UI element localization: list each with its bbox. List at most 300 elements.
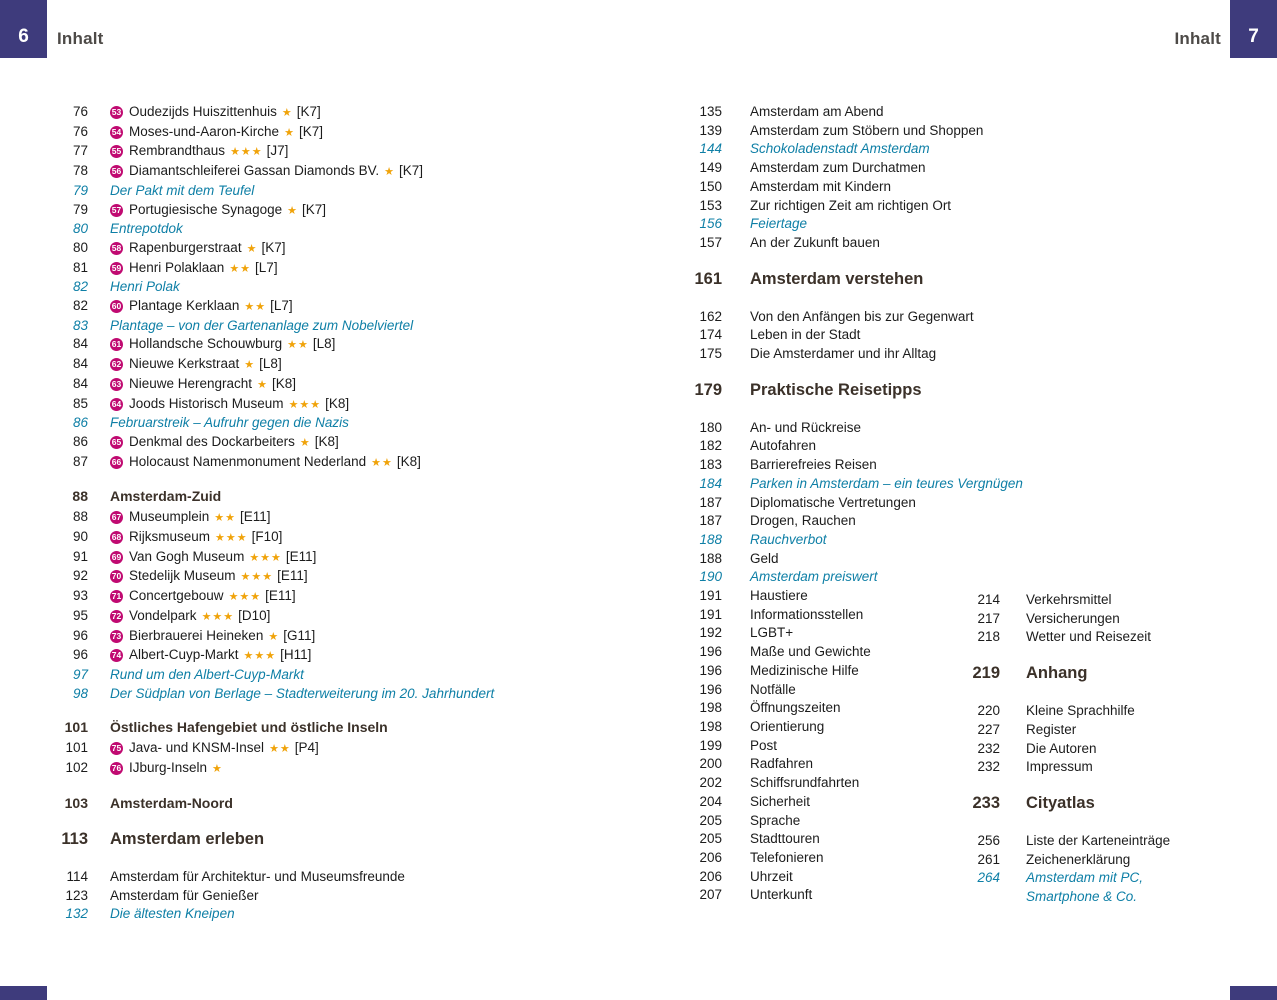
entry-title: Plantage Kerklaan [129, 298, 240, 314]
entry-page-number: 96 [72, 627, 88, 643]
entry-page-number: 88 [72, 488, 88, 505]
entry-page-number: 76 [72, 123, 88, 139]
entry-line [750, 179, 891, 194]
entry-title-wrap [88, 793, 648, 813]
entry-title-wrap [88, 182, 648, 201]
entry-page-number: 192 [699, 625, 722, 641]
map-grid-reference: [D10] [238, 607, 271, 623]
rating-stars: ★★ [244, 301, 267, 314]
entry-line [750, 756, 813, 771]
entry-title-wrap [722, 103, 1036, 122]
entry-page-number: 261 [977, 851, 1000, 867]
rating-stars: ★ [287, 204, 298, 217]
entry-line [750, 588, 808, 603]
entry-page-number: 205 [699, 812, 722, 828]
numbered-sight-badge: 53 [111, 107, 122, 117]
map-grid-reference: [K7] [301, 201, 326, 217]
toc-entry [676, 234, 1036, 253]
entry-title-wrap [88, 103, 648, 123]
entry-title: Medizinische Hilfe [750, 662, 859, 678]
entry-title-wrap [722, 140, 1036, 159]
entry-page-number: 202 [699, 775, 722, 791]
entry-title: Die Amsterdamer und ihr Alltag [750, 346, 937, 362]
entry-title: Moses-und-Aaron-Kirche [129, 123, 280, 139]
toc-entry [58, 627, 648, 647]
entry-page-number: 196 [699, 644, 722, 660]
toc-entry [58, 142, 648, 162]
rating-stars: ★ [212, 763, 223, 776]
rating-stars: ★★★ [215, 532, 248, 545]
entry-title-wrap [88, 278, 648, 297]
entry-title-wrap [88, 335, 648, 355]
entry-page-number: 183 [699, 457, 722, 473]
entry-title: Öffnungszeiten [750, 700, 841, 716]
toc-feature-entry [58, 666, 648, 685]
map-grid-reference: [K8] [314, 433, 339, 449]
entry-line [110, 795, 233, 811]
entry-page-number: 187 [699, 513, 722, 529]
entry-line [110, 869, 405, 884]
entry-title: Anhang [1026, 664, 1088, 683]
entry-title-wrap [1000, 721, 1262, 740]
entry-title-wrap [88, 666, 648, 685]
toc-entry [676, 122, 1036, 141]
map-grid-reference: [F10] [251, 529, 283, 545]
toc-entry [676, 159, 1036, 178]
entry-line [750, 719, 824, 734]
numbered-sight-badge: 68 [111, 532, 122, 543]
entry-line [110, 509, 271, 524]
entry-page-number: 87 [72, 453, 88, 469]
toc-entry [676, 103, 1036, 122]
toc-feature-entry [952, 869, 1262, 906]
entry-page-number: 97 [72, 666, 88, 682]
toc-entry [676, 512, 1036, 531]
entry-line [110, 588, 296, 603]
entry-line [110, 667, 304, 682]
entry-page-number: 83 [72, 317, 88, 333]
toc-entry [58, 259, 648, 279]
entry-line [110, 260, 278, 275]
entry-line [750, 887, 812, 902]
entry-title-wrap [1000, 740, 1262, 759]
entry-line [110, 760, 223, 775]
toc-entry [952, 721, 1262, 740]
numbered-sight-badge: 56 [111, 166, 122, 177]
rating-stars: ★★★ [243, 650, 277, 663]
entry-page-number: 207 [699, 887, 722, 903]
entry-page-number: 103 [64, 794, 88, 811]
entry-title: Diplomatische Vertretungen [750, 494, 916, 510]
entry-line [750, 831, 820, 846]
toc-feature-entry [58, 414, 648, 433]
entry-title: Nieuwe Herengracht [129, 375, 253, 391]
toc-entry [58, 528, 648, 548]
entry-title: Stadttouren [750, 831, 820, 847]
rating-stars: ★★★ [288, 398, 322, 411]
entry-title-wrap [88, 395, 648, 415]
entry-title: Hollandsche Schouwburg [129, 336, 283, 352]
entry-line [1026, 870, 1143, 885]
toc-feature-entry [58, 905, 648, 924]
entry-page-number: 139 [699, 122, 722, 138]
entry-title-wrap [88, 414, 648, 433]
toc-entry [58, 201, 648, 221]
entry-title: Amsterdam erleben [110, 829, 265, 848]
map-grid-reference: [G11] [283, 627, 316, 643]
entry-title-wrap [722, 568, 1036, 587]
page-tab-bottom-right [1230, 986, 1277, 1000]
toc-entry [58, 739, 648, 759]
entry-title: Plantage – von der Gartenanlage zum Nobelviertel [110, 317, 414, 333]
entry-line [750, 309, 974, 324]
entry-page-number: 81 [72, 259, 88, 275]
numbered-sight-badge: 55 [111, 146, 122, 157]
entry-line [750, 123, 983, 138]
entry-page-number: 205 [699, 831, 722, 847]
entry-page-number: 84 [72, 356, 88, 372]
entry-page-number: 218 [977, 629, 1000, 645]
entry-title-wrap [722, 512, 1036, 531]
toc-entry [952, 628, 1262, 647]
entry-page-number: 196 [699, 681, 722, 697]
entry-title: Kleine Sprachhilfe [1026, 703, 1135, 719]
entry-page-number: 92 [72, 568, 88, 584]
entry-line [110, 279, 180, 294]
entry-page-number: 82 [72, 279, 88, 295]
numbered-sight-badge: 65 [111, 436, 122, 447]
entry-title-wrap [88, 220, 648, 239]
entry-line [750, 738, 777, 753]
entry-line [750, 381, 922, 399]
numbered-sight-badge: 71 [111, 591, 122, 602]
entry-page-number: 77 [72, 143, 88, 159]
entry-title: Barrierefreies Reisen [750, 457, 877, 473]
toc-entry [58, 103, 648, 123]
entry-page-number: 184 [699, 475, 722, 491]
toc-entry [952, 740, 1262, 759]
entry-title-wrap [722, 550, 1036, 569]
entry-page-number: 233 [972, 793, 1000, 812]
entry-title: Amsterdam mit PC, [1026, 870, 1144, 886]
entry-line [110, 454, 421, 469]
entry-line [110, 104, 321, 119]
entry-page-number: 150 [699, 178, 722, 194]
entry-title: Telefonieren [750, 849, 824, 865]
entry-title: Entrepotdok [110, 221, 183, 237]
entry-title: Die ältesten Kneipen [110, 906, 235, 922]
entry-title: Verkehrsmittel [1026, 592, 1112, 607]
entry-page-number: 157 [699, 234, 722, 250]
entry-page-number: 180 [699, 419, 722, 435]
entry-title: Schiffsrundfahrten [750, 775, 860, 791]
entry-title: LGBT+ [750, 625, 794, 641]
entry-title-wrap [88, 567, 648, 587]
toc-entry [58, 587, 648, 607]
toc-entry [676, 197, 1036, 216]
rating-stars: ★★ [229, 262, 252, 275]
entry-line [750, 513, 856, 528]
entry-title: Stedelijk Museum [129, 568, 236, 584]
rating-stars: ★★★ [230, 146, 263, 159]
toc-feature-entry [676, 215, 1036, 234]
entry-line [750, 700, 841, 715]
numbered-sight-badge: 64 [111, 398, 122, 409]
entry-page-number: 101 [65, 740, 88, 756]
entry-line [110, 906, 235, 921]
map-grid-reference: [K7] [296, 104, 321, 119]
toc-entry [676, 345, 1036, 364]
entry-line [750, 235, 880, 250]
entry-title: Februarstreik – Aufruhr gegen die Nazis [110, 415, 349, 431]
entry-title-wrap [722, 197, 1036, 216]
entry-line [750, 216, 807, 231]
entry-line [110, 628, 315, 643]
entry-title-wrap [722, 234, 1036, 253]
entry-title-wrap [1000, 591, 1262, 610]
entry-page-number: 101 [64, 719, 88, 736]
entry-title-wrap [88, 887, 648, 906]
entry-page-number: 200 [699, 756, 722, 772]
entry-title: Uhrzeit [750, 868, 793, 884]
map-grid-reference: [L8] [312, 336, 336, 352]
toc-entry [58, 375, 648, 395]
toc-entry [952, 832, 1262, 851]
entry-line [750, 420, 861, 435]
entry-page-number: 82 [72, 298, 88, 314]
toc-entry [952, 851, 1262, 870]
entry-title: Denkmal des Dockarbeiters [129, 433, 295, 449]
entry-title-wrap [88, 528, 648, 548]
entry-title: Java- und KNSM-Insel [129, 740, 265, 756]
entry-line [1026, 833, 1170, 848]
entry-title-wrap [88, 162, 648, 182]
toc-entry [58, 453, 648, 473]
entry-title: Impressum [1026, 759, 1093, 775]
entry-line [110, 396, 349, 411]
entry-title-wrap [722, 122, 1036, 141]
rating-stars: ★★★ [201, 610, 235, 623]
toc-entry [58, 297, 648, 317]
entry-title: Nieuwe Kerkstraat [129, 356, 240, 372]
rating-stars: ★ [244, 359, 256, 372]
entry-title-wrap [88, 646, 648, 666]
toc-feature-entry [676, 475, 1036, 494]
map-grid-reference: [H11] [280, 647, 312, 663]
rating-stars: ★ [246, 242, 258, 255]
entry-page-number: 144 [699, 141, 722, 157]
map-grid-reference: [E11] [240, 509, 271, 525]
entry-line [110, 183, 254, 198]
entry-title: An- und Rückreise [750, 419, 862, 435]
entry-title-wrap [722, 215, 1036, 234]
entry-line [1026, 741, 1097, 756]
entry-title: Von den Anfängen bis zur Gegenwart [750, 308, 974, 324]
entry-title: Holocaust Namenmonument Nederland [129, 453, 367, 469]
right-page-number: 7 [1248, 26, 1259, 47]
entry-line [750, 813, 800, 828]
entry-page-number: 232 [977, 759, 1000, 775]
toc-part-header [952, 791, 1262, 815]
numbered-sight-badge: 58 [111, 242, 122, 253]
entry-line [110, 608, 270, 623]
entry-page-number: 86 [72, 433, 88, 449]
entry-page-number: 175 [699, 346, 722, 362]
entry-page-number: 162 [699, 308, 722, 324]
entry-title-wrap [88, 759, 648, 779]
entry-title-wrap [88, 317, 648, 336]
entry-line [110, 549, 316, 564]
entry-title: Amsterdam mit Kindern [750, 178, 892, 194]
toc-entry [676, 494, 1036, 513]
entry-line [750, 625, 793, 640]
entry-title: Amsterdam am Abend [750, 104, 884, 119]
entry-line [750, 775, 859, 790]
entry-title: Parken in Amsterdam – ein teures Vergnügen [750, 475, 1023, 491]
entry-line [750, 457, 877, 472]
entry-line [110, 318, 413, 333]
entry-line [110, 124, 323, 139]
entry-title-wrap [88, 453, 648, 473]
entry-title: An der Zukunft bauen [750, 234, 880, 250]
entry-title: Joods Historisch Museum [129, 395, 284, 411]
toc-entry [952, 758, 1262, 777]
toc-entry [58, 123, 648, 143]
entry-page-number: 219 [972, 664, 1000, 683]
entry-page-number: 191 [699, 606, 722, 622]
entry-title: Henri Polak [110, 279, 180, 295]
toc-feature-entry [58, 278, 648, 297]
entry-title: Notfälle [750, 681, 796, 697]
entry-title-wrap [88, 239, 648, 259]
entry-page-number: 80 [72, 239, 88, 255]
entry-page-number: 204 [699, 793, 722, 809]
entry-title: Rauchverbot [750, 531, 827, 547]
entry-title: Amsterdam für Architektur- und Museumsfreunde [110, 868, 405, 884]
entry-page-number: 79 [72, 201, 88, 217]
rating-stars: ★ [384, 166, 395, 179]
entry-line [110, 415, 349, 430]
entry-title: Der Pakt mit dem Teufel [110, 182, 255, 198]
entry-title-wrap [722, 267, 1036, 291]
toc-feature-entry [58, 182, 648, 201]
entry-line [1026, 629, 1151, 644]
entry-page-number: 206 [699, 868, 722, 884]
entry-title-wrap [88, 739, 648, 759]
entry-title: Geld [750, 550, 779, 566]
right-running-header: Inhalt [1174, 29, 1221, 48]
entry-title-wrap [88, 827, 648, 851]
entry-page-number: 191 [699, 588, 722, 604]
entry-title: Autofahren [750, 438, 817, 454]
map-grid-reference: [E11] [277, 568, 308, 584]
entry-title: Wetter und Reisezeit [1026, 629, 1152, 645]
entry-page-number: 174 [699, 327, 722, 343]
entry-line [110, 143, 288, 158]
entry-line [750, 438, 816, 453]
entry-title: Informationsstellen [750, 606, 864, 622]
left-running-header: Inhalt [57, 29, 104, 48]
rating-stars: ★★ [214, 512, 237, 525]
entry-line [750, 532, 827, 547]
entry-line [110, 298, 293, 313]
entry-page-number: 179 [694, 380, 722, 399]
entry-title-wrap [88, 375, 648, 395]
entry-title-wrap [88, 433, 648, 453]
entry-line [750, 327, 860, 342]
entry-title-wrap [1000, 851, 1262, 870]
entry-page-number: 91 [72, 548, 88, 564]
entry-title: Feiertage [750, 216, 808, 232]
entry-title: Haustiere [750, 588, 808, 604]
map-grid-reference: [K8] [396, 453, 421, 469]
entry-page-number: 95 [72, 607, 88, 623]
rating-stars: ★★ [371, 456, 393, 469]
entry-page-number: 93 [72, 588, 88, 604]
toc-feature-entry [676, 568, 1036, 587]
entry-line [1026, 759, 1093, 774]
toc-feature-entry [676, 140, 1036, 159]
toc-entry [676, 178, 1036, 197]
entry-page-number: 198 [699, 700, 722, 716]
entry-line [110, 568, 308, 583]
entry-title: Diamantschleiferei Gassan Diamonds BV. [129, 163, 380, 179]
entry-page-number: 206 [699, 849, 722, 865]
entry-title-wrap [88, 607, 648, 627]
numbered-sight-badge: 75 [111, 743, 122, 754]
entry-line [750, 850, 824, 865]
numbered-sight-badge: 54 [111, 126, 122, 137]
numbered-sight-badge: 67 [111, 512, 122, 523]
entry-title: Leben in der Stadt [750, 327, 861, 343]
entry-page-number: 214 [977, 592, 1000, 607]
entry-line [750, 270, 923, 288]
entry-page-number: 182 [699, 438, 722, 454]
map-grid-reference: [L7] [270, 298, 293, 314]
entry-title-wrap [88, 587, 648, 607]
toc-section-header [58, 793, 648, 813]
entry-title: Amsterdam für Genießer [110, 887, 259, 903]
entry-line [110, 719, 388, 735]
entry-title-wrap [722, 159, 1036, 178]
entry-title-wrap [722, 456, 1036, 475]
entry-line [750, 607, 863, 622]
numbered-sight-badge: 57 [111, 204, 122, 215]
entry-title: Rijksmuseum [129, 529, 211, 545]
entry-line [110, 740, 319, 755]
entry-title-wrap [722, 475, 1036, 494]
entry-line [750, 476, 1023, 491]
rating-stars: ★ [281, 107, 293, 119]
entry-page-number: 153 [699, 197, 722, 213]
toc-entry [58, 887, 648, 906]
entry-page-number: 113 [61, 829, 88, 848]
toc-entry [676, 308, 1036, 327]
entry-line [1026, 852, 1130, 867]
toc-entry [58, 508, 648, 528]
map-grid-reference: [K8] [325, 395, 350, 411]
entry-page-number: 98 [72, 685, 88, 701]
entry-title: Die Autoren [1026, 740, 1097, 756]
entry-title-wrap [88, 548, 648, 568]
numbered-sight-badge: 66 [111, 456, 122, 467]
entry-title-wrap [88, 868, 648, 887]
map-grid-reference: [P4] [294, 740, 319, 756]
entry-title: Oudezijds Huiszittenhuis [129, 104, 277, 119]
entry-page-number: 86 [72, 415, 88, 431]
entry-line [750, 663, 859, 678]
toc-entry [58, 162, 648, 182]
